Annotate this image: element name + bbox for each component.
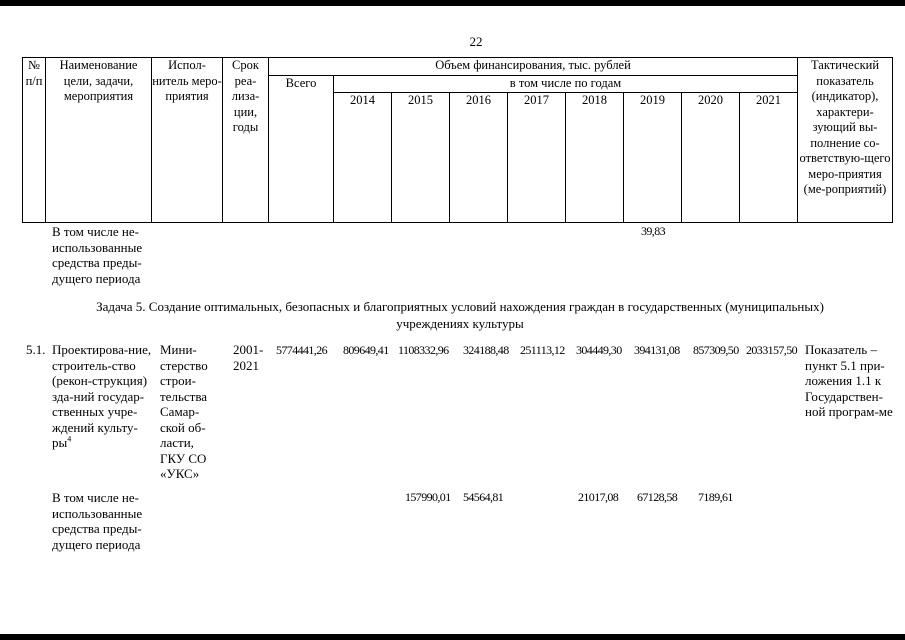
header-table: [22, 57, 893, 223]
carry-over-label-top: В том числе не-использованные средства преды-дущего периода: [52, 224, 143, 286]
col-header-name: Наименование цели, задачи, мероприятия: [46, 58, 152, 223]
bottom-border: [0, 634, 905, 640]
carry-over-2016: 54564,81: [463, 490, 504, 504]
cell-2014: 809649,41: [343, 343, 389, 357]
col-header-year: 2018: [566, 93, 624, 223]
col-header-year: 2015: [392, 93, 450, 223]
top-border: [0, 0, 905, 6]
task-5-title: Задача 5. Создание оптимальных, безопасных и благоприятных условий нахождения граждан в государственных (муниципальных) учреждениях культуры: [96, 299, 824, 331]
cell-2018: 304449,30: [576, 343, 622, 357]
col-header-year: 2014: [334, 93, 392, 223]
row-executor: Мини-стерство строи-тельства Самар-ской об-ласти, ГКУ СО «УКС»: [160, 342, 208, 481]
col-header-number: № п/п: [23, 58, 46, 223]
footnote-marker[interactable]: 4: [67, 434, 72, 444]
carry-over-label-bottom: В том числе не-использованные средства преды-дущего периода: [52, 490, 143, 552]
carry-over-2015: 157990,01: [405, 490, 451, 504]
row-indicator: Показатель – пункт 5.1 при-ложения 1.1 к Государствен-ной програм-ме: [805, 342, 893, 419]
col-header-year: 2017: [508, 93, 566, 223]
cell-total: 5774441,26: [276, 343, 328, 357]
page-number: 22: [469, 34, 483, 49]
carry-over-2019-top: 39,83: [641, 224, 666, 238]
col-header-by-years: в том числе по годам: [334, 76, 798, 93]
cell-2017: 251113,12: [520, 343, 565, 357]
col-header-indicator: Тактический показатель (индикатор), характери-зующий вы-полнение со-ответствую-щего меро-приятия (ме-роприятий): [798, 58, 893, 223]
cell-2021: 2033157,50: [746, 343, 798, 357]
col-header-year: 2019: [624, 93, 682, 223]
row-term: 2001-2021: [233, 342, 264, 373]
cell-2019: 394131,08: [634, 343, 680, 357]
cell-2020: 857309,50: [693, 343, 739, 357]
col-header-year: 2016: [450, 93, 508, 223]
col-header-finance: Объем финансирования, тыс. рублей: [269, 58, 798, 76]
col-header-total: Всего: [269, 76, 334, 223]
carry-over-2020: 7189,61: [698, 490, 733, 504]
col-header-term: Срок реа-лиза-ции, годы: [223, 58, 269, 223]
col-header-year: 2021: [740, 93, 798, 223]
row-name: Проектирова-ние, строитель-ство (рекон-струкция) зда-ний государ-ственных учре-ждений культу-$ры^4$: [52, 342, 152, 450]
carry-over-2019: 67128,58: [637, 490, 678, 504]
cell-2016: 324188,48: [463, 343, 509, 357]
cell-2015: 1108332,96: [398, 343, 449, 357]
col-header-executor: Испол-нитель меро-приятия: [152, 58, 223, 223]
carry-over-2018: 21017,08: [578, 490, 619, 504]
row-number: 5.1.: [26, 342, 46, 357]
col-header-year: 2020: [682, 93, 740, 223]
